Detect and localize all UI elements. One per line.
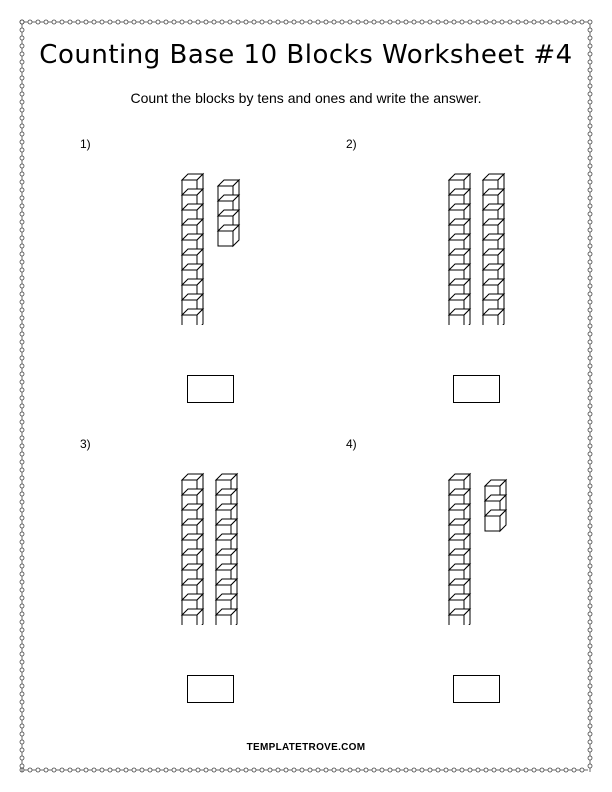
problem-3-answer-box[interactable] <box>187 675 234 703</box>
unit-cubes <box>485 480 506 531</box>
problem-4-answer-box[interactable] <box>453 675 500 703</box>
problem-1-number: 1) <box>80 137 91 151</box>
ten-rod <box>449 174 470 325</box>
problem-2-number: 2) <box>346 137 357 151</box>
problem-3-number: 3) <box>80 437 91 451</box>
ten-rod <box>483 174 504 325</box>
problem-1-answer-box[interactable] <box>187 375 234 403</box>
problem-4-blocks <box>437 460 537 625</box>
ten-rod <box>449 474 470 625</box>
problem-2-blocks <box>437 160 537 325</box>
ten-rod <box>182 174 203 325</box>
problem-2-answer-box[interactable] <box>453 375 500 403</box>
instructions: Count the blocks by tens and ones and write the answer. <box>130 90 482 106</box>
footer-site-link[interactable]: TEMPLATETROVE.COM <box>246 742 366 753</box>
problem-1-blocks <box>170 160 270 325</box>
unit-cubes <box>218 180 239 246</box>
worksheet-title: Counting Base 10 Blocks Worksheet #4 <box>39 40 573 70</box>
problem-3-blocks <box>170 460 270 625</box>
problem-4-number: 4) <box>346 437 357 451</box>
ten-rod <box>182 474 203 625</box>
ten-rod <box>216 474 237 625</box>
